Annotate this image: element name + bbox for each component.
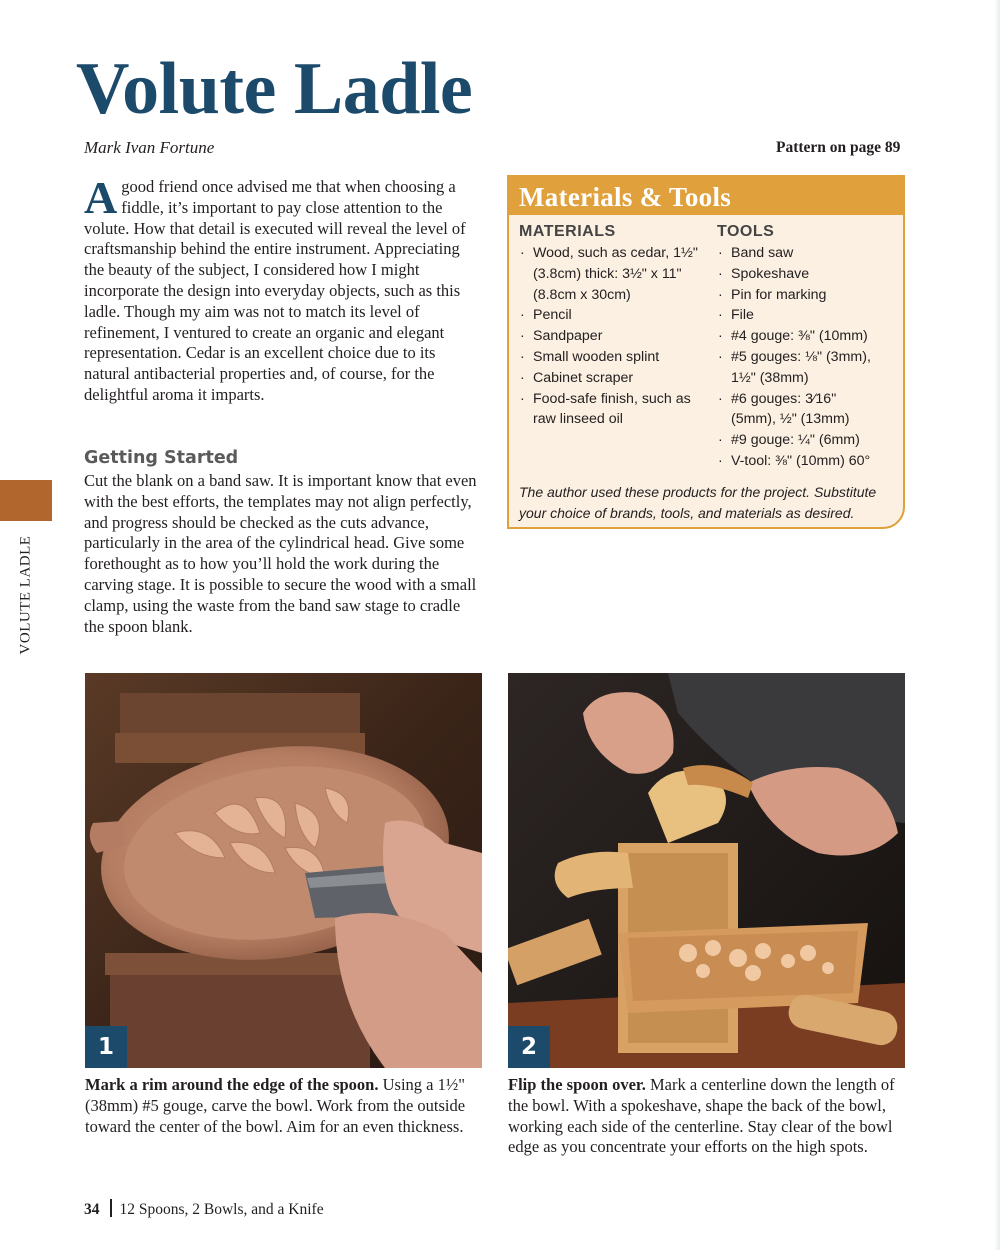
materials-item: · Cabinet scraper [519,368,709,389]
tools-item: · Band saw [717,243,877,264]
drop-cap: A [84,172,118,223]
materials-item: · Sandpaper [519,326,709,347]
step-2-badge: 2 [508,1026,550,1068]
step-1-lead: Mark a rim around the edge of the spoon. [85,1075,379,1094]
intro-paragraph [84,172,480,406]
tools-heading: TOOLS [717,223,775,240]
step-2-caption [508,1075,905,1158]
intro-text: good friend once advised me that when choosing a fiddle, it’s important to pay close attention to the volute. How that detail is executed will reveal the level of craftsmanship behind the entire instrument. Appreciating the beauty of the subject, I considered how I might incorporate the design into everyday objects, such as this ladle. Though my aim was not to match its level of refinement, I ventured to create an organic and elegant representation. Cedar is an excellent choice due to its natural antibacterial properties and, of course, for the delightful aroma it imparts. [84,177,466,404]
page-edge [994,0,1000,1250]
step-1-photo [85,673,482,1068]
step-2-text: Mark a centerline down the length of the bowl. With a spokeshave, shape the back of the bowl, working each side of the centerline. Stay clear of the bowl edge as you concentrate your efforts on the high spots. [508,1075,895,1157]
author-byline: Mark Ivan Fortune [84,138,215,157]
materials-box-title: Materials & Tools [519,182,732,212]
tools-item: · #6 gouges: 3⁄16" (5mm), ½" (13mm) [717,389,877,431]
step-1-badge: 1 [85,1026,127,1068]
tools-item: · #4 gouge: ⅜" (10mm) [717,326,877,347]
section-tab [0,480,52,521]
getting-started-text: Cut the blank on a band saw. It is important know that even with the best efforts, the templates may not align perfectly, and progress should be checked as the cuts advance, particularly in the area of the cylindrical head. Give some forethought as to how you’ll hold the work during the carving stage. It is possible to secure the wood with a small clamp, using the waste from the band saw stage to cradle the spoon blank. [84,471,477,636]
section-side-label: VOLUTE LADLE [17,535,34,655]
materials-column [519,223,709,430]
step-1-caption [85,1075,482,1137]
step-2-photo [508,673,905,1068]
tools-item: · #5 gouges: ⅛" (3mm), 1½" (38mm) [717,347,877,389]
materials-tools-box [507,175,905,529]
article-title: Volute Ladle [76,48,473,130]
materials-heading: MATERIALS [519,223,616,240]
materials-item: · Food-safe finish, such as raw linseed oil [519,389,709,431]
page-footer [84,1199,324,1219]
tools-column [717,223,877,472]
pattern-reference: Pattern on page 89 [776,139,901,156]
page-number: 34 [84,1201,100,1218]
materials-item: · Small wooden splint [519,347,709,368]
book-title: 12 Spoons, 2 Bowls, and a Knife [119,1201,324,1218]
tools-item: · File [717,305,877,326]
tools-item: · Pin for marking [717,285,877,306]
materials-item: · Wood, such as cedar, 1½" (3.8cm) thick: 3½" x 11" (8.8cm x 30cm) [519,243,709,305]
materials-box-header [509,177,903,215]
materials-list [519,243,709,430]
tools-item: · Spokeshave [717,264,877,285]
footer-divider [110,1199,112,1217]
step-2-lead: Flip the spoon over. [508,1075,646,1094]
step-1-text: Using a 1½" (38mm) #5 gouge, carve the bowl. Work from the outside toward the center of the bowl. Aim for an even thickness. [85,1075,466,1136]
tools-item: · #9 gouge: ¼" (6mm) [717,430,877,451]
materials-note: The author used these products for the project. Substitute your choice of brands, tools, and materials as desired. [519,484,877,521]
getting-started-heading: Getting Started [84,448,239,468]
tools-list [717,243,877,472]
materials-item: · Pencil [519,305,709,326]
spoon-bowl-carving-image [85,673,482,1068]
spokeshave-shaping-image [508,673,905,1068]
tools-item: · V-tool: ⅜" (10mm) 60° [717,451,877,472]
